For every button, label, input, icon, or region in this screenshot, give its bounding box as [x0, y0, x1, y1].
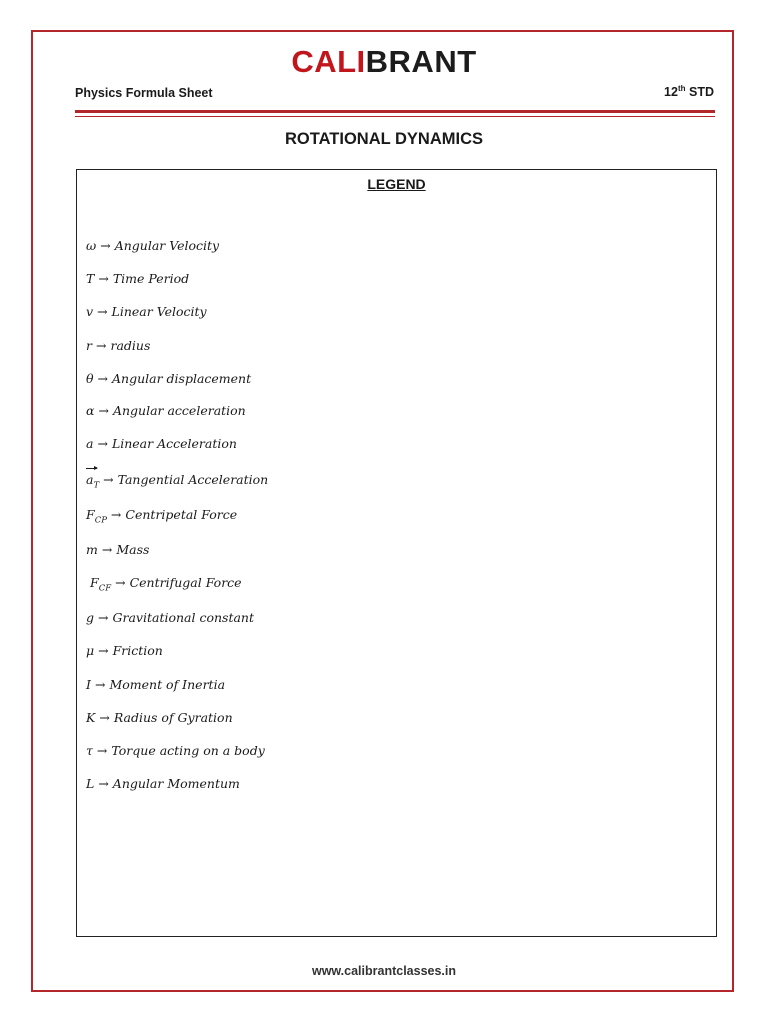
- legend-meaning: Angular acceleration: [112, 403, 246, 418]
- legend-entry: [90, 575, 242, 594]
- legend-symbol: L: [86, 776, 95, 791]
- arrow-icon: →: [98, 403, 109, 418]
- arrow-icon: →: [97, 304, 108, 319]
- legend-symbol: K: [86, 710, 96, 725]
- legend-symbol: g: [86, 610, 95, 625]
- legend-entry: [86, 743, 265, 758]
- legend-meaning: Friction: [112, 643, 163, 658]
- arrow-icon: →: [98, 610, 109, 625]
- legend-entry: [86, 507, 237, 526]
- legend-meaning: Angular displacement: [112, 371, 252, 386]
- legend-symbol: r: [86, 338, 92, 353]
- header-rule-thin: [75, 116, 715, 117]
- legend-meaning: Torque acting on a body: [111, 743, 265, 758]
- footer-website-link[interactable]: www.calibrantclasses.in: [311, 964, 457, 978]
- arrow-icon: →: [99, 710, 110, 725]
- legend-entry: [86, 643, 163, 658]
- sheet-label: Physics Formula Sheet: [75, 86, 213, 100]
- legend-entry: [86, 271, 189, 286]
- arrow-icon: →: [96, 743, 108, 758]
- legend-entry: [86, 371, 251, 386]
- arrow-icon: →: [115, 575, 126, 590]
- legend-subscript: CF: [98, 583, 112, 594]
- legend-meaning: Radius of Gyration: [113, 710, 233, 725]
- brand-logo-dark: BRANT: [365, 44, 477, 79]
- legend-meaning: Centrifugal Force: [129, 575, 242, 590]
- vector-symbol: [86, 472, 99, 491]
- legend-entry: [86, 542, 149, 557]
- legend-symbol: T: [86, 271, 95, 286]
- legend-meaning: Moment of Inertia: [109, 677, 226, 692]
- arrow-icon: →: [94, 677, 106, 692]
- arrow-icon: →: [95, 338, 107, 353]
- legend-meaning: Gravitational constant: [112, 610, 255, 625]
- legend-subscript: T: [93, 480, 100, 491]
- arrow-icon: →: [103, 472, 114, 487]
- legend-meaning: Tangential Acceleration: [117, 472, 269, 487]
- grade-number: 12: [664, 85, 678, 100]
- legend-entry: [86, 710, 233, 725]
- legend-entry: [86, 472, 268, 491]
- grade-label: [664, 84, 714, 99]
- legend-entry: [86, 403, 246, 418]
- legend-entry: [86, 338, 150, 353]
- grade-std: STD: [689, 85, 714, 100]
- legend-entry: [86, 238, 219, 253]
- legend-symbol: F: [90, 575, 99, 590]
- legend-meaning: Centripetal Force: [125, 507, 238, 522]
- legend-entry: [86, 304, 207, 319]
- arrow-icon: →: [97, 371, 109, 386]
- legend-symbol: v: [86, 304, 94, 319]
- legend-meaning: radius: [110, 338, 151, 353]
- arrow-icon: →: [98, 271, 109, 286]
- legend-meaning: Angular Velocity: [114, 238, 220, 253]
- legend-meaning: Linear Acceleration: [111, 436, 237, 451]
- arrow-icon: →: [100, 238, 111, 253]
- legend-symbol: I: [86, 677, 91, 692]
- legend-meaning: Time Period: [112, 271, 190, 286]
- brand-logo: [0, 44, 768, 80]
- page-title: ROTATIONAL DYNAMICS: [285, 130, 483, 148]
- legend-entry: [86, 776, 240, 791]
- legend-entry: [86, 436, 237, 451]
- legend-entry: [86, 610, 254, 625]
- legend-symbol: θ: [86, 371, 94, 386]
- legend-meaning: Mass: [116, 542, 150, 557]
- arrow-icon: →: [97, 436, 108, 451]
- legend-entry: [86, 677, 225, 692]
- arrow-icon: →: [101, 542, 113, 557]
- legend-symbol: F: [86, 507, 95, 522]
- grade-suffix: th: [677, 84, 686, 93]
- arrow-icon: →: [98, 643, 109, 658]
- header-rule-thick: [75, 110, 715, 113]
- legend-symbol: τ: [86, 743, 93, 758]
- legend-meaning: Linear Velocity: [111, 304, 207, 319]
- legend-symbol: m: [86, 542, 98, 557]
- legend-heading: LEGEND: [367, 176, 426, 192]
- arrow-icon: →: [110, 507, 122, 522]
- legend-symbol: a: [86, 472, 94, 487]
- legend-subscript: CP: [94, 515, 107, 526]
- legend-symbol: ω: [86, 238, 97, 253]
- legend-meaning: Angular Momentum: [112, 776, 240, 791]
- arrow-icon: →: [98, 776, 109, 791]
- brand-logo-red: CALI: [291, 44, 366, 79]
- legend-symbol: a: [86, 436, 94, 451]
- legend-symbol: μ: [86, 643, 95, 658]
- legend-symbol: α: [86, 403, 95, 418]
